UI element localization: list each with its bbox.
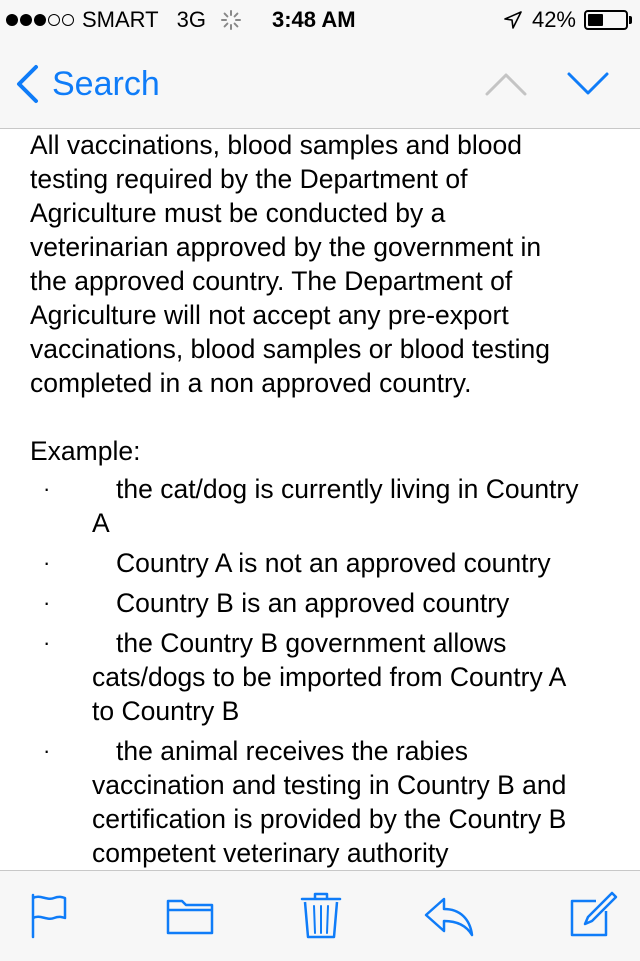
battery-percent: 42% — [531, 7, 576, 32]
flag-icon — [24, 889, 74, 941]
trash-icon — [296, 889, 346, 941]
flag-button[interactable] — [24, 889, 74, 941]
bullet-line: to Country B — [92, 696, 240, 726]
signal-dot — [34, 14, 46, 26]
bullet-marker: · — [43, 550, 51, 575]
back-button[interactable] — [14, 62, 160, 106]
example-heading: Example: — [30, 436, 141, 466]
bullet-line: Country A is not an approved country — [116, 548, 551, 578]
paragraph-line: the approved country. The Department of — [30, 266, 513, 296]
paragraph-line: Agriculture must be conducted by a — [30, 198, 446, 228]
signal-dot — [20, 14, 32, 26]
bullet-text — [92, 734, 612, 870]
carrier-name: SMART — [82, 7, 159, 32]
paragraph-line: completed in a non approved country. — [30, 368, 472, 398]
bullet-line: the Country B government allows — [116, 628, 507, 658]
trash-button[interactable] — [296, 889, 346, 941]
bullet-text — [92, 586, 612, 620]
bullet-line: Country B is an approved country — [116, 588, 510, 618]
battery-tip — [629, 16, 632, 24]
bottom-toolbar — [0, 870, 640, 961]
paragraph-line: Agriculture will not accept any pre-export — [30, 300, 509, 330]
signal-dot — [48, 14, 60, 26]
activity-spinner-icon — [220, 9, 242, 31]
move-to-folder-button[interactable] — [164, 889, 216, 941]
bullet-line: vaccination and testing in Country B and — [92, 770, 567, 800]
bullet-line: A — [92, 508, 110, 538]
message-paragraph — [30, 128, 620, 400]
bullet-line: the animal receives the rabies — [116, 736, 469, 766]
bullet-line: competent veterinary authority — [92, 838, 449, 868]
clock: 3:48 AM — [272, 7, 356, 32]
bullet-text — [92, 626, 612, 728]
chevron-up-icon[interactable] — [484, 68, 528, 100]
reply-icon — [420, 889, 476, 941]
back-button-label: Search — [52, 64, 160, 103]
paragraph-line: All vaccinations, blood samples and blood — [30, 130, 523, 160]
bullet-marker: · — [43, 476, 51, 501]
paragraph-line: testing required by the Department of — [30, 164, 468, 194]
location-arrow-icon — [504, 11, 522, 29]
bullet-marker: · — [43, 590, 51, 615]
compose-button[interactable] — [566, 889, 618, 941]
network-type: 3G — [176, 7, 206, 32]
signal-dot — [6, 14, 18, 26]
navigation-bar — [0, 40, 640, 129]
status-left — [6, 0, 256, 40]
bullet-line: certification is provided by the Country B — [92, 804, 567, 834]
battery-icon — [584, 10, 628, 30]
bullet-text — [92, 472, 612, 540]
signal-dot — [62, 14, 74, 26]
bullet-line: cats/dogs to be imported from Country A — [92, 662, 567, 692]
chevron-down-icon[interactable] — [566, 68, 610, 100]
status-bar — [0, 0, 640, 40]
folder-icon — [164, 889, 216, 941]
battery-fill — [588, 14, 603, 26]
status-right — [504, 0, 632, 40]
reply-button[interactable] — [420, 889, 476, 941]
paragraph-line: vaccinations, blood samples or blood testing — [30, 334, 550, 364]
paragraph-line: veterinarian approved by the government in — [30, 232, 542, 262]
chevron-left-icon — [14, 64, 40, 104]
bullet-marker: · — [43, 738, 51, 763]
compose-icon — [566, 889, 618, 941]
signal-strength-icon — [6, 14, 74, 26]
bullet-marker: · — [43, 630, 51, 655]
bullet-line: the cat/dog is currently living in Country — [116, 474, 579, 504]
bullet-text — [92, 546, 612, 580]
message-body — [0, 128, 640, 870]
